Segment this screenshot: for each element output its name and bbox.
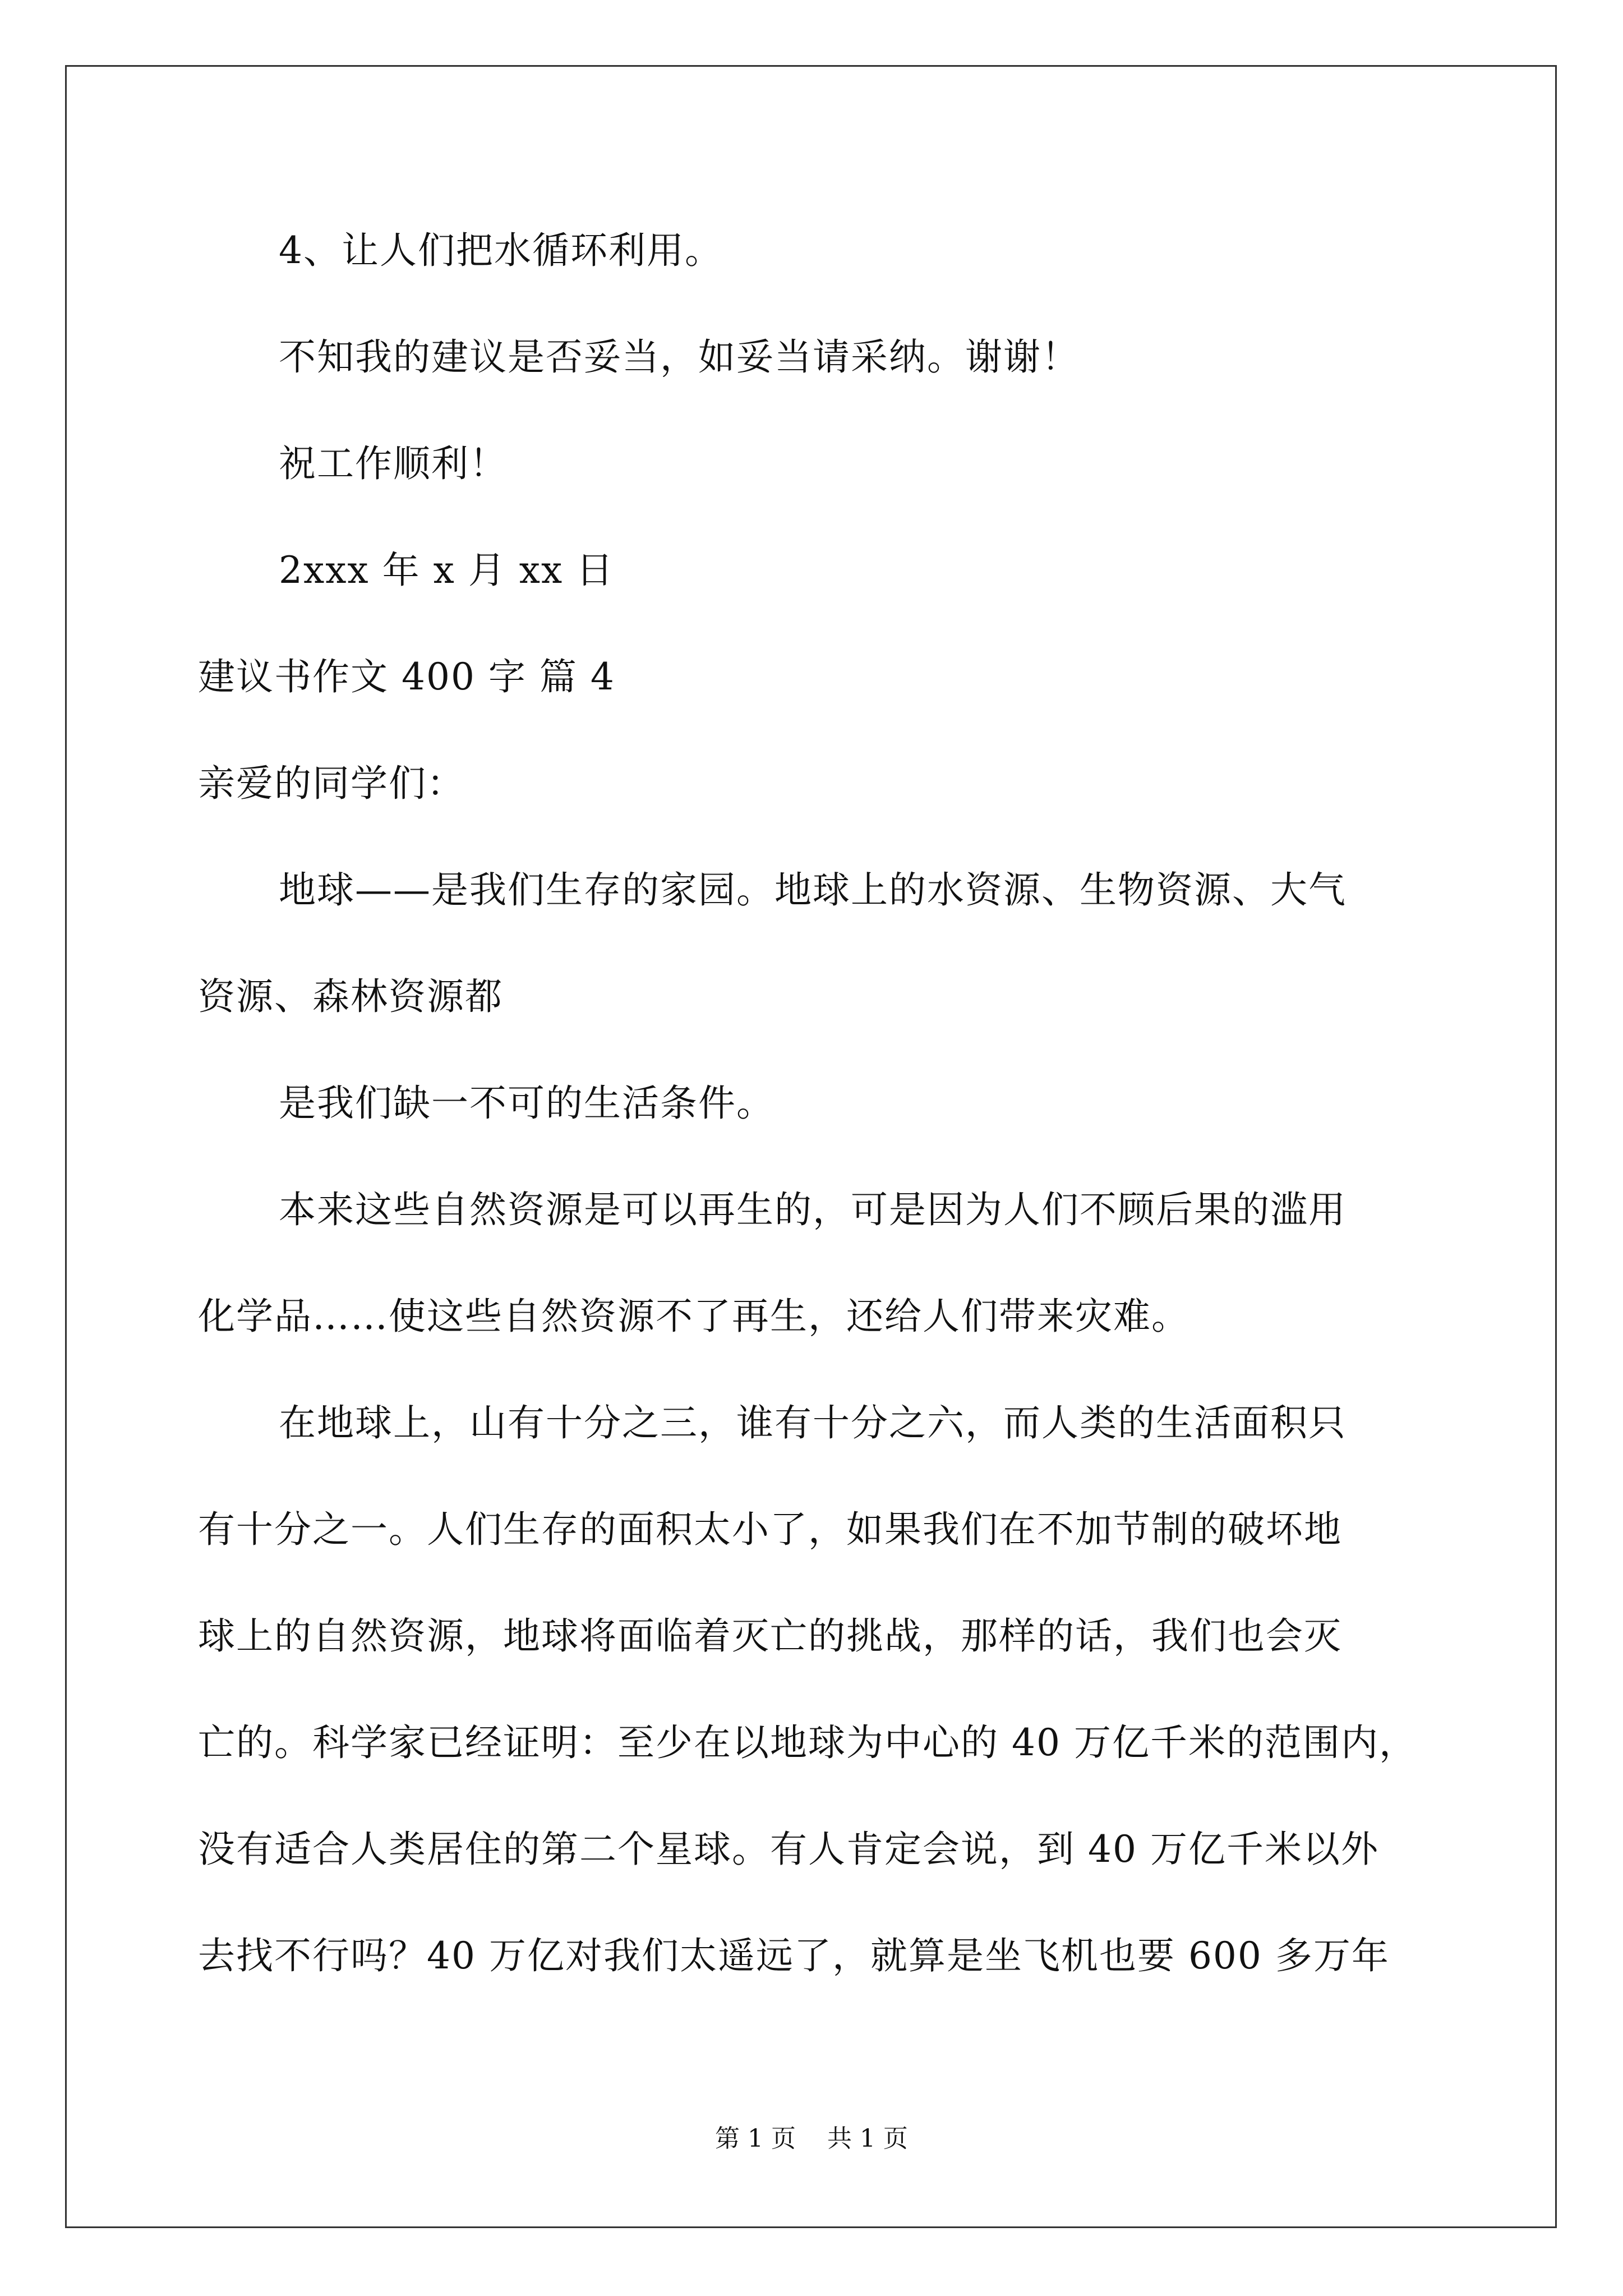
page-number-footer: 第 1 页 共 1 页 [715, 2124, 908, 2153]
paragraph-line: 没有适合人类居住的第二个星球。有人肯定会说，到 40 万亿千米以外 [198, 1828, 1379, 1871]
salutation-wish: 祝工作顺利！ [279, 442, 508, 485]
paragraph-line: 是我们缺一不可的生活条件。 [279, 1082, 774, 1125]
paragraph-line: 资源、森林资源都 [198, 975, 503, 1018]
page-border [65, 65, 1557, 2228]
paragraph-line: 地球——是我们生存的家园。地球上的水资源、生物资源、大气 [279, 868, 1347, 912]
greeting: 亲爱的同学们： [198, 762, 465, 805]
section-heading: 建议书作文 400 字 篇 4 [198, 655, 615, 698]
list-item-4: 4、让人们把水循环利用。 [279, 229, 723, 272]
paragraph-line: 球上的自然资源，地球将面临着灭亡的挑战，那样的话，我们也会灭 [198, 1614, 1342, 1658]
paragraph-line: 去找不行吗？40 万亿对我们太遥远了，就算是坐飞机也要 600 多万年 [198, 1934, 1390, 1977]
paragraph-line: 在地球上，山有十分之三，谁有十分之六，而人类的生活面积只 [279, 1401, 1347, 1444]
paragraph-line: 有十分之一。人们生存的面积太小了，如果我们在不加节制的破坏地 [198, 1508, 1342, 1551]
paragraph-line: 亡的。科学家已经证明：至少在以地球为中心的 40 万亿千米的范围内， [198, 1721, 1417, 1764]
paragraph-line: 本来这些自然资源是可以再生的，可是因为人们不顾后果的滥用 [279, 1188, 1347, 1231]
paragraph-line: 化学品……使这些自然资源不了再生，还给人们带来灾难。 [198, 1295, 1189, 1338]
closing-sentence: 不知我的建议是否妥当，如妥当请采纳。谢谢！ [279, 335, 1080, 379]
date-line: 2xxx 年 x 月 xx 日 [279, 549, 615, 592]
